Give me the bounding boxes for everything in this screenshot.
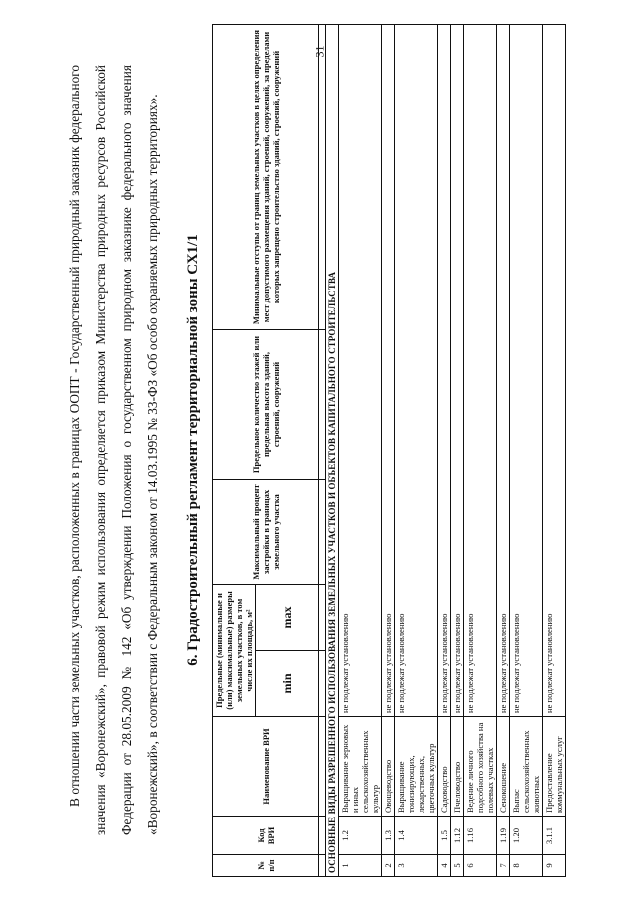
row-name: Выпас сельскохозяйственных животных: [510, 717, 543, 817]
table-row: [438, 25, 451, 877]
header-max: max: [256, 585, 319, 651]
row-num: 3: [395, 855, 438, 877]
blank-row: [319, 25, 326, 877]
row-code: 1.3: [382, 817, 395, 855]
table-row: [451, 25, 464, 877]
table-row: [395, 25, 438, 877]
header-min: min: [256, 651, 319, 717]
row-note: не подлежат установлению: [395, 25, 438, 717]
intro-text: В отношении части земельных участков, расположенных в границах ООПТ - Государственный природный заказник федерального значения «Воронежский», правовой режим использования определяется приказом Министерства природных ресурсов Российской Федерации от 28.05.2009 № 142 «Об утверждении Положения о государственном природном заказнике федерального значения «Воронежский», в соответствии с Федеральным законом от 14.03.1995 № 33-ФЗ «Об особо охраняемых природных территориях».: [67, 65, 160, 835]
header-code: Код ВРИ: [213, 817, 319, 855]
row-note: не подлежат установлению: [438, 25, 451, 717]
table-row: [543, 25, 566, 877]
row-name: Садоводство: [438, 717, 451, 817]
row-note: не подлежат установлению: [382, 25, 395, 717]
row-note: не подлежат установлению: [543, 25, 566, 717]
row-note: не подлежат установлению: [497, 25, 510, 717]
row-code: 3.1.1: [543, 817, 566, 855]
row-name: Сенокошение: [497, 717, 510, 817]
row-name: Ведение личного подсобного хозяйства на полевых участках: [464, 717, 497, 817]
regulation-table: [212, 24, 566, 877]
row-num: 8: [510, 855, 543, 877]
table-body: [319, 25, 566, 877]
table-row: [510, 25, 543, 877]
row-code: 1.5: [438, 817, 451, 855]
row-code: 1.2: [339, 817, 382, 855]
row-num: 9: [543, 855, 566, 877]
header-size-group: Предельные (минимальные и (или) максимальные) размеры земельных участков, в том числе их площадь, м²: [213, 585, 256, 717]
table-row: [497, 25, 510, 877]
row-num: 6: [464, 855, 497, 877]
row-num: 2: [382, 855, 395, 877]
row-num: 5: [451, 855, 464, 877]
row-note: не подлежат установлению: [464, 25, 497, 717]
regulation-table-wrap: [212, 25, 566, 877]
row-name: Предоставление коммунальных услуг: [543, 717, 566, 817]
row-code: 1.4: [395, 817, 438, 855]
header-name: Наименование ВРИ: [213, 717, 319, 817]
row-num: 4: [438, 855, 451, 877]
row-num: 1: [339, 855, 382, 877]
section-row-label: ОСНОВНЫЕ ВИДЫ РАЗРЕШЕННОГО ИСПОЛЬЗОВАНИЯ ЗЕМЕЛЬНЫХ УЧАСТКОВ И ОБЪЕКТОВ КАПИТАЛЬНОГО СТРОИТЕЛЬСТВА: [326, 25, 339, 877]
page-number: 31: [312, 45, 327, 58]
row-code: 1.19: [497, 817, 510, 855]
row-code: 1.16: [464, 817, 497, 855]
row-note: не подлежат установлению: [339, 25, 382, 717]
row-code: 1.12: [451, 817, 464, 855]
row-code: 1.20: [510, 817, 543, 855]
table-row: [339, 25, 382, 877]
header-num: № п/п: [213, 855, 319, 877]
section-row: [326, 25, 339, 877]
table-row: [382, 25, 395, 877]
section-title: 6. Градостроительный регламент территориальной зоны СХ1/1: [185, 234, 201, 666]
row-name: Выращивание тонизирующих, лекарственных, цветочных культур: [395, 717, 438, 817]
intro-paragraph: [62, 65, 166, 835]
header-setbacks: Минимальные отступы от границ земельных участков в целях определения мест допустимого размещения зданий, строений, сооружений, за пределами которых запрещено строительство зданий, строений, сооружений: [213, 25, 319, 330]
row-name: Пчеловодство: [451, 717, 464, 817]
row-name: Выращивание зерновых и иных сельскохозяйственных культур: [339, 717, 382, 817]
row-note: не подлежат установлению: [451, 25, 464, 717]
header-floors: Предельное количество этажей или предельная высота зданий, строений, сооружений: [213, 330, 319, 480]
row-num: 7: [497, 855, 510, 877]
row-note: не подлежат установлению: [510, 25, 543, 717]
table-row: [464, 25, 497, 877]
row-name: Овощеводство: [382, 717, 395, 817]
header-percent: Максимальный процент застройки в границах земельного участка: [213, 480, 319, 585]
